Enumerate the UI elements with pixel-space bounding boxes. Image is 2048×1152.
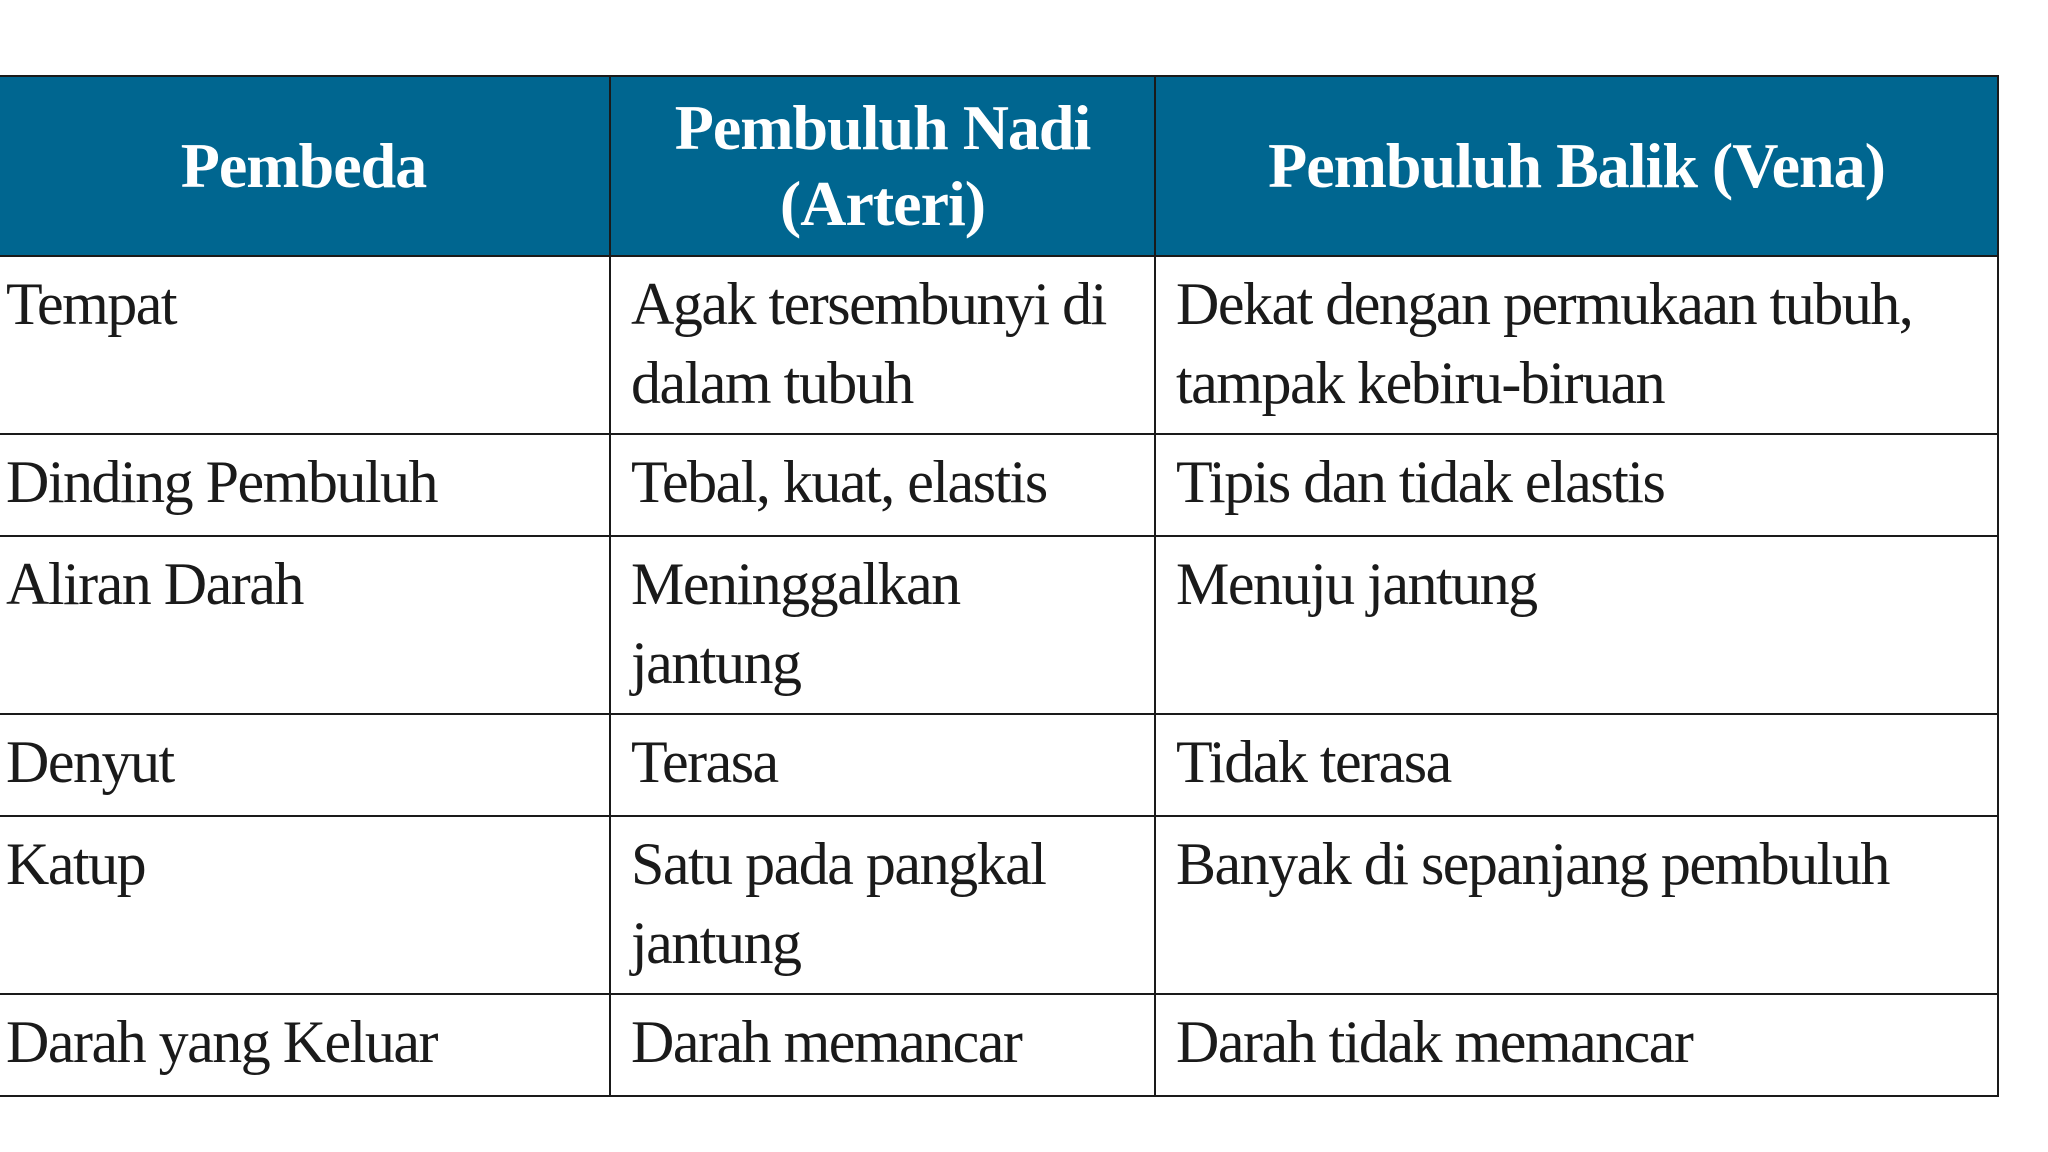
vena-cell: Menuju jantung <box>1155 536 1998 714</box>
arteri-cell: Terasa <box>610 714 1155 816</box>
table-row <box>0 994 1998 1096</box>
arteri-cell: Meninggalkan jantung <box>610 536 1155 714</box>
table-row <box>0 816 1998 994</box>
arteri-cell: Tebal, kuat, elastis <box>610 434 1155 536</box>
table-row <box>0 714 1998 816</box>
arteri-cell: Agak tersembunyi di dalam tubuh <box>610 256 1155 434</box>
vena-cell: Tipis dan tidak elastis <box>1155 434 1998 536</box>
table-body <box>0 256 1998 1096</box>
vena-cell: Darah tidak memancar <box>1155 994 1998 1096</box>
row-label-cell: Aliran Darah <box>0 536 610 714</box>
arteri-cell: Darah memancar <box>610 994 1155 1096</box>
vena-cell: Tidak terasa <box>1155 714 1998 816</box>
table-header <box>0 76 1998 256</box>
row-label-cell: Denyut <box>0 714 610 816</box>
comparison-table-container <box>0 75 1998 1097</box>
header-cell-vena: Pembuluh Balik (Vena) <box>1155 76 1998 256</box>
vena-cell: Banyak di sepanjang pembuluh <box>1155 816 1998 994</box>
row-label-cell: Dinding Pembuluh <box>0 434 610 536</box>
row-label-cell: Katup <box>0 816 610 994</box>
row-label-cell: Darah yang Keluar <box>0 994 610 1096</box>
arteri-cell: Satu pada pangkal jantung <box>610 816 1155 994</box>
row-label-cell: Tempat <box>0 256 610 434</box>
vena-cell: Dekat dengan permukaan tubuh, tampak kebiru-biruan <box>1155 256 1998 434</box>
table-row <box>0 536 1998 714</box>
table-row <box>0 256 1998 434</box>
artery-vein-comparison-table <box>0 75 1999 1097</box>
header-cell-arteri-text: Pembuluh Nadi (Arteri) <box>674 92 1091 239</box>
header-cell-arteri <box>610 76 1155 256</box>
table-row <box>0 434 1998 536</box>
header-cell-pembeda: Pembeda <box>0 76 610 256</box>
header-row <box>0 76 1998 256</box>
